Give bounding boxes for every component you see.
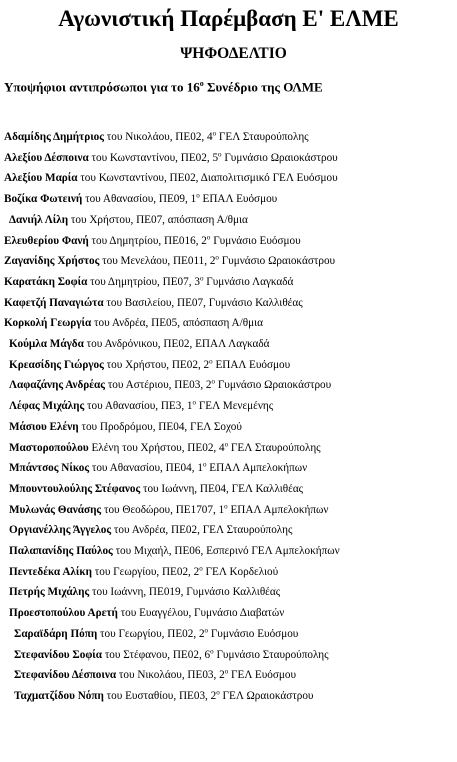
candidate-details: του Μιχαήλ, ΠΕ06, Εσπερινό ΓΕΛ Αμπελοκήπων [112, 545, 340, 557]
candidate-school: ΕΠΑΛ Αμπελοκήπων [206, 462, 308, 475]
candidate-row [4, 313, 263, 333]
candidate-school: ΓΕΛ Κορδελιού [202, 565, 279, 578]
candidate-details: του Βασιλείου, ΠΕ07, Γυμνάσιο Καλλιθέας [103, 296, 303, 309]
candidate-details: του Χρήστου, ΠΕ07, απόσπαση Α/θμια [68, 213, 248, 226]
ordinal-suffix: ο [209, 356, 213, 365]
candidate-school: ΕΠΑΛ Ευόσμου [212, 358, 291, 371]
candidate-row [9, 355, 290, 375]
candidate-name: Κορκολή Γεωργία [4, 317, 92, 330]
candidate-name: Ταχματζίδου Νόπη [14, 689, 104, 702]
candidate-row [9, 396, 273, 416]
candidate-details: του Κωνσταντίνου, ΠΕ02, Διαπολιτισμικό ΓΕΛ Ευόσμου [77, 172, 338, 185]
candidate-details: του Δημητρίου, ΠΕ07, 3 [87, 275, 200, 288]
candidate-row [9, 479, 303, 499]
candidate-school: ΕΠΑΛ Αμπελοκήπων [227, 503, 329, 516]
candidate-row [9, 334, 270, 354]
candidate-row [9, 582, 280, 602]
candidate-school: ΓΕΛ Μενεμένης [196, 400, 274, 413]
candidate-name: Ελευθερίου Φανή [4, 234, 89, 247]
candidate-details: του Αθανασίου, ΠΕ3, 1 [84, 400, 193, 413]
candidate-name: Μυλωνάς Θανάσης [9, 503, 102, 516]
candidate-name: Μάσιου Ελένη [9, 420, 79, 433]
section-heading [4, 79, 323, 95]
candidate-school: Γυμνάσιο Ωραιοκάστρου [221, 151, 338, 164]
ordinal-suffix: ο [204, 626, 209, 635]
candidate-details: του Προδρόμου, ΠΕ04, ΓΕΛ Σοχού [78, 420, 242, 433]
candidate-name: Πετρής Μιχάλης [9, 586, 90, 599]
candidate-name: Δανιήλ Λίλη [9, 213, 69, 226]
ordinal-suffix: ο [199, 274, 204, 283]
candidate-details: του Ιωάννη, ΠΕ04, ΓΕΛ Καλλιθέας [140, 482, 304, 495]
heading-text-end: Συνέδριο της ΟΛΜΕ [203, 79, 323, 95]
candidate-row [9, 520, 292, 540]
ordinal-suffix: ο [202, 460, 207, 469]
candidate-school: ΓΕΛ Σταυρούπολης [228, 441, 321, 454]
candidate-row [4, 148, 338, 168]
candidate-details: του Κωνσταντίνου, ΠΕ02, 5 [88, 151, 219, 164]
candidate-details: του Νικολάου, ΠΕ03, 2 [116, 669, 225, 682]
candidate-details: του Μενελάου, ΠΕ011, 2 [99, 255, 216, 268]
candidate-row [14, 665, 296, 685]
candidate-school: Γυμνάσιο Σταυρούπολης [213, 648, 329, 661]
candidate-details: του Ευσταθίου, ΠΕ03, 2 [103, 689, 217, 702]
ordinal-suffix: ο [224, 439, 229, 448]
ordinal-suffix: ο [216, 688, 220, 697]
candidate-name: Λαφαζάνης Ανδρέας [9, 379, 106, 392]
ordinal-suffix: ο [211, 377, 216, 386]
candidate-row [4, 251, 335, 271]
ballot-label: ΨΗΦΟΔΕΛΤΙΟ [180, 45, 287, 62]
candidate-row [9, 375, 331, 395]
ordinal-suffix: ο [192, 398, 197, 407]
ordinal-suffix: ο [196, 191, 200, 200]
candidate-school: Γυμνάσιο Ευόσμου [210, 234, 301, 247]
candidate-name: Λέφας Μιχάλης [9, 400, 85, 413]
candidate-name: Αδαμίδης Δημήτριος [4, 131, 104, 143]
candidate-details: του Ευαγγέλου, Γυμνάσιο Διαβατών [117, 607, 285, 620]
candidate-details: του Θεοδώρου, ΠΕ1707, 1 [101, 503, 225, 516]
ordinal-suffix: ο [212, 129, 217, 138]
candidate-name: Κούμλα Μάγδα [9, 338, 84, 350]
candidate-name: Στεφανίδου Δέσποινα [14, 669, 117, 682]
candidate-row [9, 500, 328, 520]
candidate-name: Καφετζή Παναγιώτα [4, 296, 104, 309]
candidate-name: Στεφανίδου Σοφία [14, 648, 103, 661]
candidate-school: Γυμνάσιο Λαγκαδά [203, 275, 294, 288]
heading-text: Υποψήφιοι αντιπρόσωποι για το 16 [4, 79, 200, 95]
candidate-school: ΓΕΛ Σταυρούπολης [216, 131, 309, 143]
candidate-row [9, 541, 340, 561]
candidate-name: Μαστοροπούλου [9, 441, 89, 454]
candidate-row [14, 686, 313, 706]
candidate-name: Οργιανέλλης Άγγελος [9, 524, 112, 537]
candidate-details: του Αστέριου, ΠΕ03, 2 [105, 379, 212, 392]
candidate-name: Προεστοπούλου Αρετή [9, 607, 118, 620]
candidate-details: του Στέφανου, ΠΕ02, 6 [102, 648, 211, 661]
ordinal-suffix: ο [199, 563, 203, 572]
candidate-details: του Γεωργίου, ΠΕ02, 2 [91, 565, 200, 578]
ordinal-suffix: ο [224, 667, 229, 676]
candidate-name: Σαραϊδάρη Πόπη [14, 627, 98, 640]
candidate-school: ΕΠΑΛ Ευόσμου [199, 193, 278, 206]
candidate-row [9, 417, 242, 437]
candidate-school: ΓΕΛ Ευόσμου [228, 669, 297, 682]
candidate-name: Κρεασίδης Γιώργος [9, 358, 104, 371]
candidate-details: του Αθανασίου, ΠΕ04, 1 [89, 462, 203, 475]
candidate-row [14, 624, 298, 644]
candidate-name: Μπουντουλούλης Στέφανος [9, 482, 141, 495]
candidate-details: του Αθανασίου, ΠΕ09, 1 [82, 193, 197, 206]
candidate-details: του Ανδρέα, ΠΕ05, απόσπαση Α/θμια [91, 317, 263, 330]
candidate-row [9, 603, 284, 623]
candidate-details: του Δημητρίου, ΠΕ016, 2 [88, 234, 207, 247]
candidate-name: Παλαπανίδης Παύλος [9, 545, 113, 557]
candidate-school: ΓΕΛ Ωραιοκάστρου [219, 689, 314, 702]
candidate-row [9, 438, 321, 458]
candidate-row [4, 168, 338, 188]
candidate-name: Αλεξίου Δέσποινα [4, 151, 89, 164]
candidate-details: του Ανδρέα, ΠΕ02, ΓΕΛ Σταυρούπολης [111, 524, 293, 537]
candidate-row [4, 293, 303, 313]
candidate-name: Καρατάκη Σοφία [4, 275, 88, 288]
candidate-name: Ζαγανίδης Χρήστος [4, 255, 100, 268]
candidate-details: του Ιωάννη, ΠΕ019, Γυμνάσιο Καλλιθέας [89, 586, 281, 599]
candidate-row [9, 210, 248, 230]
candidate-school: Γυμνάσιο Ωραιοκάστρου [218, 255, 336, 268]
candidate-row [9, 562, 278, 582]
ordinal-suffix: ο [210, 646, 214, 655]
document-title: Αγωνιστική Παρέμβαση Ε' ΕΛΜΕ [58, 6, 399, 31]
candidate-name: Αλεξίου Μαρία [4, 172, 78, 185]
candidate-details: Ελένη του Χρήστου, ΠΕ02, 4 [88, 441, 225, 454]
candidate-row [14, 645, 329, 665]
heading-ordinal: ο [199, 79, 204, 88]
candidate-row [4, 231, 301, 251]
candidate-row [4, 127, 309, 147]
candidate-name: Πεντεδέκα Αλίκη [9, 565, 92, 578]
candidate-school: Γυμνάσιο Ωραιοκάστρου [215, 379, 332, 392]
candidate-details: του Νικολάου, ΠΕ02, 4 [104, 131, 213, 143]
candidate-row [4, 272, 293, 292]
candidate-row [9, 458, 307, 478]
candidate-details: του Χρήστου, ΠΕ02, 2 [103, 358, 210, 371]
candidate-name: Μπάντσος Νίκος [9, 462, 90, 475]
ordinal-suffix: ο [224, 501, 228, 510]
candidate-details: του Γεωργίου, ΠΕ02, 2 [97, 627, 205, 640]
candidate-name: Βοζίκα Φωτεινή [4, 193, 83, 206]
candidate-row [4, 189, 277, 209]
ordinal-suffix: ο [218, 149, 222, 158]
ordinal-suffix: ο [206, 232, 211, 241]
ordinal-suffix: ο [215, 253, 219, 262]
candidate-details: του Ανδρόνικου, ΠΕ02, ΕΠΑΛ Λαγκαδά [83, 338, 270, 350]
candidate-school: Γυμνάσιο Ευόσμου [208, 627, 299, 640]
